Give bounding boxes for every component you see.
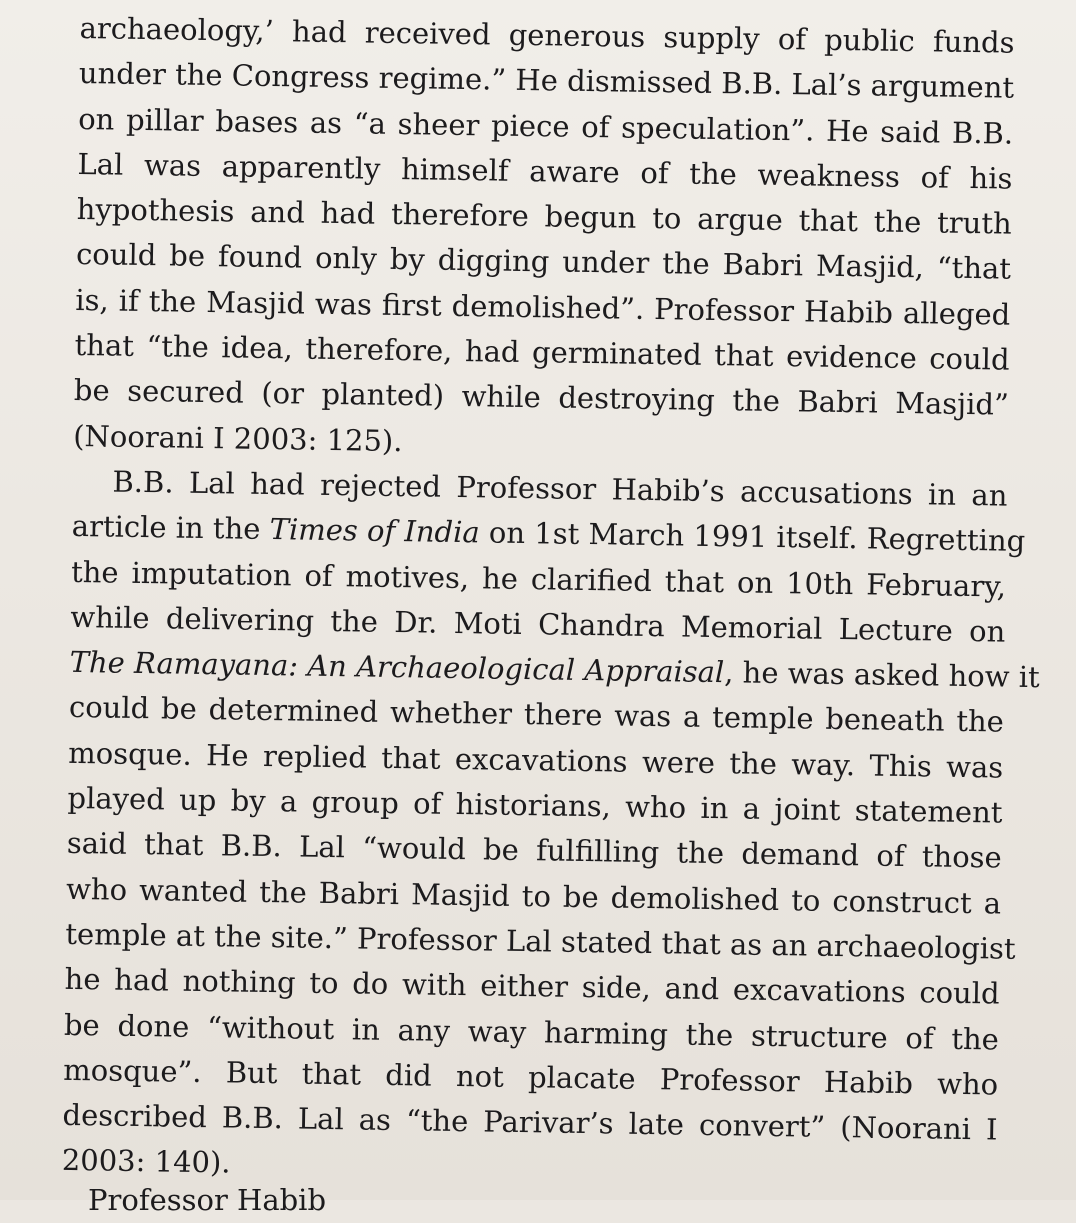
paragraph-line: archaeology,’ had received generous supply of public funds — [79, 10, 1015, 60]
paragraph-line: on pillar bases as “a sheer piece of speculation”. He said B.B. — [77, 101, 1014, 151]
paragraph-line: Lal was apparently himself aware of the weakness of his — [77, 146, 1013, 196]
paragraph-line: is, if the Masjid was first demolished”. Professor Habib alleged — [75, 282, 1011, 332]
paragraph-2 — [61, 459, 1040, 1217]
paragraph-line: while delivering the Dr. Moti Chandra Memorial Lecture on — [70, 599, 1006, 649]
paragraph-line: B.B. Lal had rejected Professor Habib’s accusations in an — [112, 464, 1008, 513]
line-text: , he was asked how it — [723, 655, 1040, 695]
italic-title-newspaper: Times of India — [269, 512, 480, 550]
line-text: on 1st March 1991 itself. Regretting — [479, 515, 1026, 559]
line-text: article in the — [71, 509, 270, 547]
paragraph-line: 2003: 140). — [61, 1143, 231, 1180]
paragraph-line: who wanted the Babri Masjid to be demolished to construct a — [65, 871, 1002, 921]
paragraph-line: said that B.B. Lal “would be fulfilling the demand of those — [66, 826, 1002, 875]
paragraph-line: hypothesis and had therefore begun to argue that the truth — [76, 192, 1012, 241]
paragraph-line: be done “without in any way harming the structure of the — [63, 1007, 1000, 1057]
paragraph-line: that “the idea, therefore, had germinated that evidence could — [74, 328, 1010, 377]
paragraph-line: mosque”. But that did not placate Professor Habib who — [63, 1052, 999, 1102]
paragraph-line: under the Congress regime.” He dismissed B.B. Lal’s argument — [78, 56, 1015, 105]
cut-off-next-line: Professor Habib — [88, 1183, 327, 1217]
paragraph-line: (Noorani I 2003: 125). — [72, 418, 403, 458]
paragraph-line: could be determined whether there was a temple beneath the — [68, 690, 1005, 740]
paragraph-line: played up by a group of historians, who in a joint statement — [67, 780, 1003, 830]
paragraph-line: temple at the site.” Professor Lal stated that as an archaeologist — [65, 916, 1016, 966]
paragraph-line: could be found only by digging under the Babri Masjid, “that — [75, 237, 1012, 287]
paragraph-line: described B.B. Lal as “the Parivar’s late convert” (Noorani I — [62, 1097, 998, 1147]
paragraph-line: the imputation of motives, he clarified that on 10th February, — [70, 554, 1007, 604]
page-text — [61, 6, 1040, 1217]
paragraph-line: mosque. He replied that excavations were the way. This was — [68, 735, 1004, 785]
paragraph-line: he had nothing to do with either side, and excavations could — [64, 962, 1000, 1011]
italic-title-lecture: The Ramayana: An Archaeological Appraisal — [69, 645, 725, 690]
paragraph-line: be secured (or planted) while destroying the Babri Masjid” — [73, 373, 1010, 423]
paragraph-1 — [73, 6, 1015, 474]
